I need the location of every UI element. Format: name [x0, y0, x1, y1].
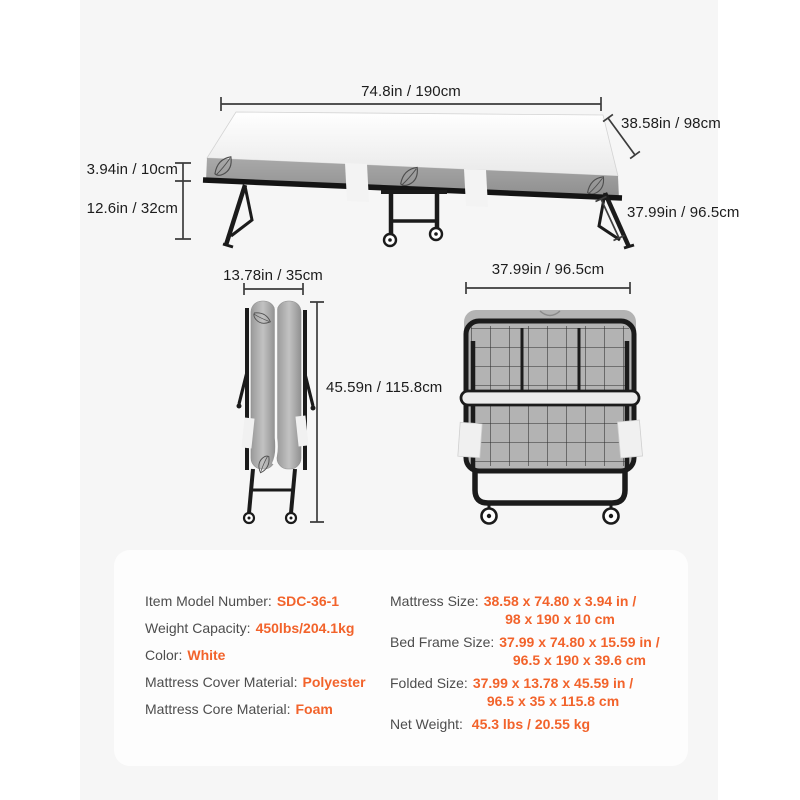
- spec-mattress-core-material: [145, 700, 390, 718]
- spec-color: [145, 646, 390, 664]
- spec-weight-capacity: [145, 619, 390, 637]
- center-support: [381, 192, 447, 246]
- dimension-line-folded-width: [466, 282, 630, 294]
- spec-net-weight: [390, 715, 676, 733]
- folded-bed-front-illustration: [458, 310, 643, 524]
- folded-mattress-half: [251, 301, 275, 469]
- spec-label: Bed Frame Size:: [390, 634, 495, 650]
- spec-value: 450lbs/204.1kg: [255, 620, 355, 636]
- spec-label: Mattress Size:: [390, 593, 479, 609]
- spec-mattress-cover-material: [145, 673, 390, 691]
- spec-value: 37.99 x 74.80 x 15.59 in / 96.5 x 190 x 39.6 cm: [499, 634, 660, 668]
- spec-label: Weight Capacity:: [145, 620, 251, 636]
- mattress-strap: [458, 422, 482, 457]
- spec-item-model-number: [145, 592, 390, 610]
- dimension-label-width: 38.58in / 98cm: [621, 115, 721, 132]
- dimension-label-frame-height: 12.6in / 32cm: [86, 200, 178, 217]
- spec-label: Mattress Core Material:: [145, 701, 291, 717]
- dimension-label-folded-depth: 13.78in / 35cm: [223, 267, 323, 284]
- spec-mattress-size: [390, 592, 676, 628]
- folded-base-legs: [249, 469, 295, 513]
- fold-bar: [461, 391, 639, 405]
- dimension-label-folded-height: 45.59n / 115.8cm: [326, 379, 443, 396]
- spec-label: Folded Size:: [390, 675, 468, 691]
- spec-label: Net Weight:: [390, 716, 463, 732]
- mattress-strap: [345, 163, 369, 202]
- left-folding-leg: [223, 185, 252, 247]
- spec-bed-frame-size: [390, 633, 676, 669]
- spec-column-right: [390, 592, 676, 766]
- spec-panel: [114, 550, 688, 766]
- spec-value: 45.3 lbs / 20.55 kg: [471, 716, 591, 732]
- folded-mattress-half: [277, 301, 301, 469]
- folded-bed-side-illustration: [237, 301, 316, 523]
- open-bed-illustration: [203, 112, 634, 248]
- spec-folded-size: [390, 674, 676, 710]
- spec-column-left: [145, 592, 390, 766]
- spec-value: White: [187, 647, 226, 663]
- spec-label: Mattress Cover Material:: [145, 674, 298, 690]
- dimension-label-frame-width: 37.99in / 96.5cm: [627, 204, 740, 221]
- dimension-label-mattress-height: 3.94in / 10cm: [86, 161, 178, 178]
- spec-value: Polyester: [302, 674, 366, 690]
- spec-label: Item Model Number:: [145, 593, 272, 609]
- dimension-label-folded-width: 37.99in / 96.5cm: [491, 261, 605, 278]
- spec-value: 37.99 x 13.78 x 45.59 in / 96.5 x 35 x 115.8 cm: [472, 675, 634, 709]
- mattress-strap: [464, 169, 488, 207]
- spec-label: Color:: [145, 647, 183, 663]
- mattress-strap: [617, 420, 642, 458]
- rolling-base: [475, 471, 625, 503]
- spec-value: 38.58 x 74.80 x 3.94 in / 98 x 190 x 10 cm: [483, 593, 637, 627]
- spec-value: Foam: [295, 701, 333, 717]
- dimension-label-length: 74.8in / 190cm: [361, 83, 461, 100]
- dimension-line-folded-height: [310, 302, 324, 522]
- spec-value: SDC-36-1: [276, 593, 340, 609]
